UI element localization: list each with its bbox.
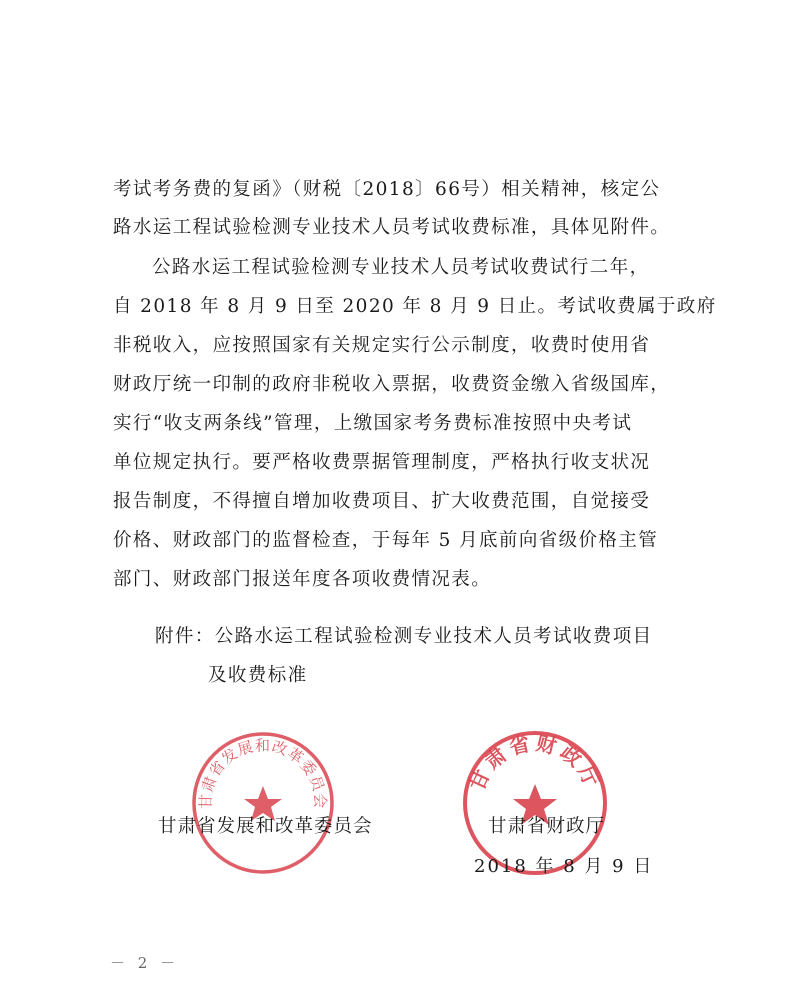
body-line: 报告制度，不得擅自增加收费项目、扩大收费范围，自觉接受 (113, 491, 651, 512)
body-line: 财政厅统一印制的政府非税收入票据，收费资金缴入省级国库， (113, 374, 671, 395)
signature-finance-department: 甘肃省财政厅 (488, 816, 606, 837)
body-line: 实行“收支两条线”管理，上缴国家考务费标准按照中央考试 (113, 413, 633, 434)
body-line: 考试考务费的复函》（财税〔2018〕66号）相关精神，核定公 (113, 179, 661, 200)
seal-left-text: 甘肃省发展和改革委员会 (196, 736, 330, 810)
attachment-line-continued: 及收费标准 (208, 665, 308, 686)
seal-right-text: 甘肃省财政厅 (464, 730, 606, 795)
seal-development-commission (188, 728, 338, 878)
document-date: 2018 年 8 月 9 日 (474, 856, 654, 877)
page-number: － 2 － (110, 954, 180, 972)
body-line: 非税收入，应按照国家有关规定实行公示制度，收费时使用省 (113, 335, 651, 356)
body-line: 部门、财政部门报送年度各项收费情况表。 (113, 569, 492, 590)
body-line: 价格、财政部门的监督检查，于每年 5 月底前向省级价格主管 (113, 530, 659, 551)
body-line: 单位规定执行。要严格收费票据管理制度，严格执行收支状况 (113, 452, 651, 473)
attachment-line: 附件：公路水运工程试验检测专业技术人员考试收费项目 (155, 626, 653, 647)
signature-development-commission: 甘肃省发展和改革委员会 (158, 816, 373, 837)
body-line: 自 2018 年 8 月 9 日至 2020 年 8 月 9 日止。考试收费属于政府 (113, 296, 717, 317)
body-line: 路水运工程试验检测专业技术人员考试收费标准，具体见附件。 (113, 217, 671, 238)
body-line: 公路水运工程试验检测专业技术人员考试收费试行二年， (152, 257, 650, 278)
